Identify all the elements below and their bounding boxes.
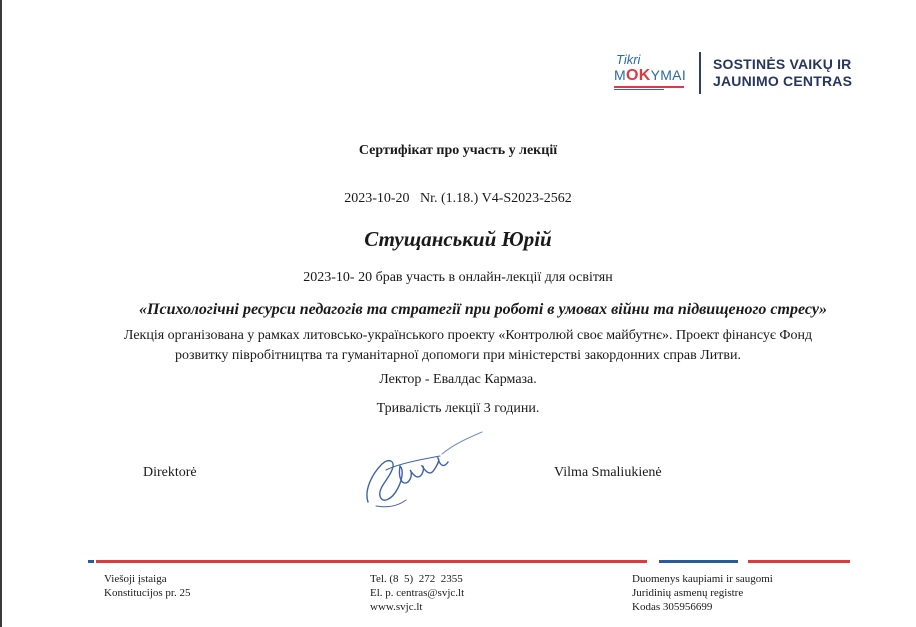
footer-rule-blue-short	[88, 560, 94, 563]
footer-registry	[632, 572, 773, 614]
logo-divider	[699, 52, 701, 94]
footer-registry-code: Kodas 305956699	[632, 601, 713, 613]
sostines-vaiku-logo	[713, 56, 852, 90]
footer-rule-red	[748, 560, 850, 563]
logo-centras-line2: JAUNIMO CENTRAS	[713, 73, 853, 89]
duration-line: Тривалість лекції 3 години.	[376, 401, 540, 416]
logo-tikri-text: Tikri	[616, 52, 641, 67]
tikri-mokymai-logo	[612, 52, 688, 94]
logo-mokymai-text: MOKYMAI	[614, 67, 687, 84]
page-edge	[0, 0, 2, 627]
footer-website: www.svjc.lt	[370, 601, 423, 613]
logo-underline-red	[614, 86, 684, 88]
footer-address-line: Viešoji įstaiga	[104, 573, 167, 585]
footer-registry-line: Duomenys kaupiami ir saugomi	[632, 573, 773, 585]
organization-line-1: Лекція організована у рамках литовсько-українського проекту «Контролюй своє майбутнє». Проект фінансує Фонд	[123, 328, 813, 343]
footer-address	[104, 572, 190, 600]
certificate-number: 2023-10-20 Nr. (1.18.) V4-S2023-2562	[344, 191, 572, 206]
signature-image	[358, 430, 488, 512]
lecture-title: «Психологічні ресурси педагогів та стратегії при роботі в умовах війни та підвищеного стресу»	[139, 301, 827, 318]
footer-rule-red-long	[96, 560, 647, 563]
certificate-title: Сертифікат про участь у лекції	[358, 143, 558, 158]
footer-email: El. p. centras@svjc.lt	[370, 587, 465, 599]
footer-contacts	[370, 572, 464, 614]
footer-rule-blue	[659, 560, 738, 563]
director-name: Vilma Smaliukienė	[554, 465, 662, 480]
organization-line-2: розвитку півробітництва та гуманітарної допомоги при міністерстві закордонних справ Литви.	[175, 348, 741, 363]
logo-centras-line1: SOSTINĖS VAIKŲ IR	[713, 56, 852, 72]
footer-registry-line: Juridinių asmenų registre	[632, 587, 744, 599]
logo-underline-blue	[614, 89, 664, 90]
footer-phone: Tel. (8 5) 272 2355	[370, 573, 463, 585]
attended-line: 2023-10- 20 брав участь в онлайн-лекції для освітян	[303, 270, 613, 285]
participant-name: Стущанський Юрій	[364, 227, 552, 251]
footer-address-line: Konstitucijos pr. 25	[104, 587, 191, 599]
lecturer-line: Лектор - Евалдас Кармаза.	[379, 372, 537, 387]
director-role-label: Direktorė	[143, 465, 197, 480]
